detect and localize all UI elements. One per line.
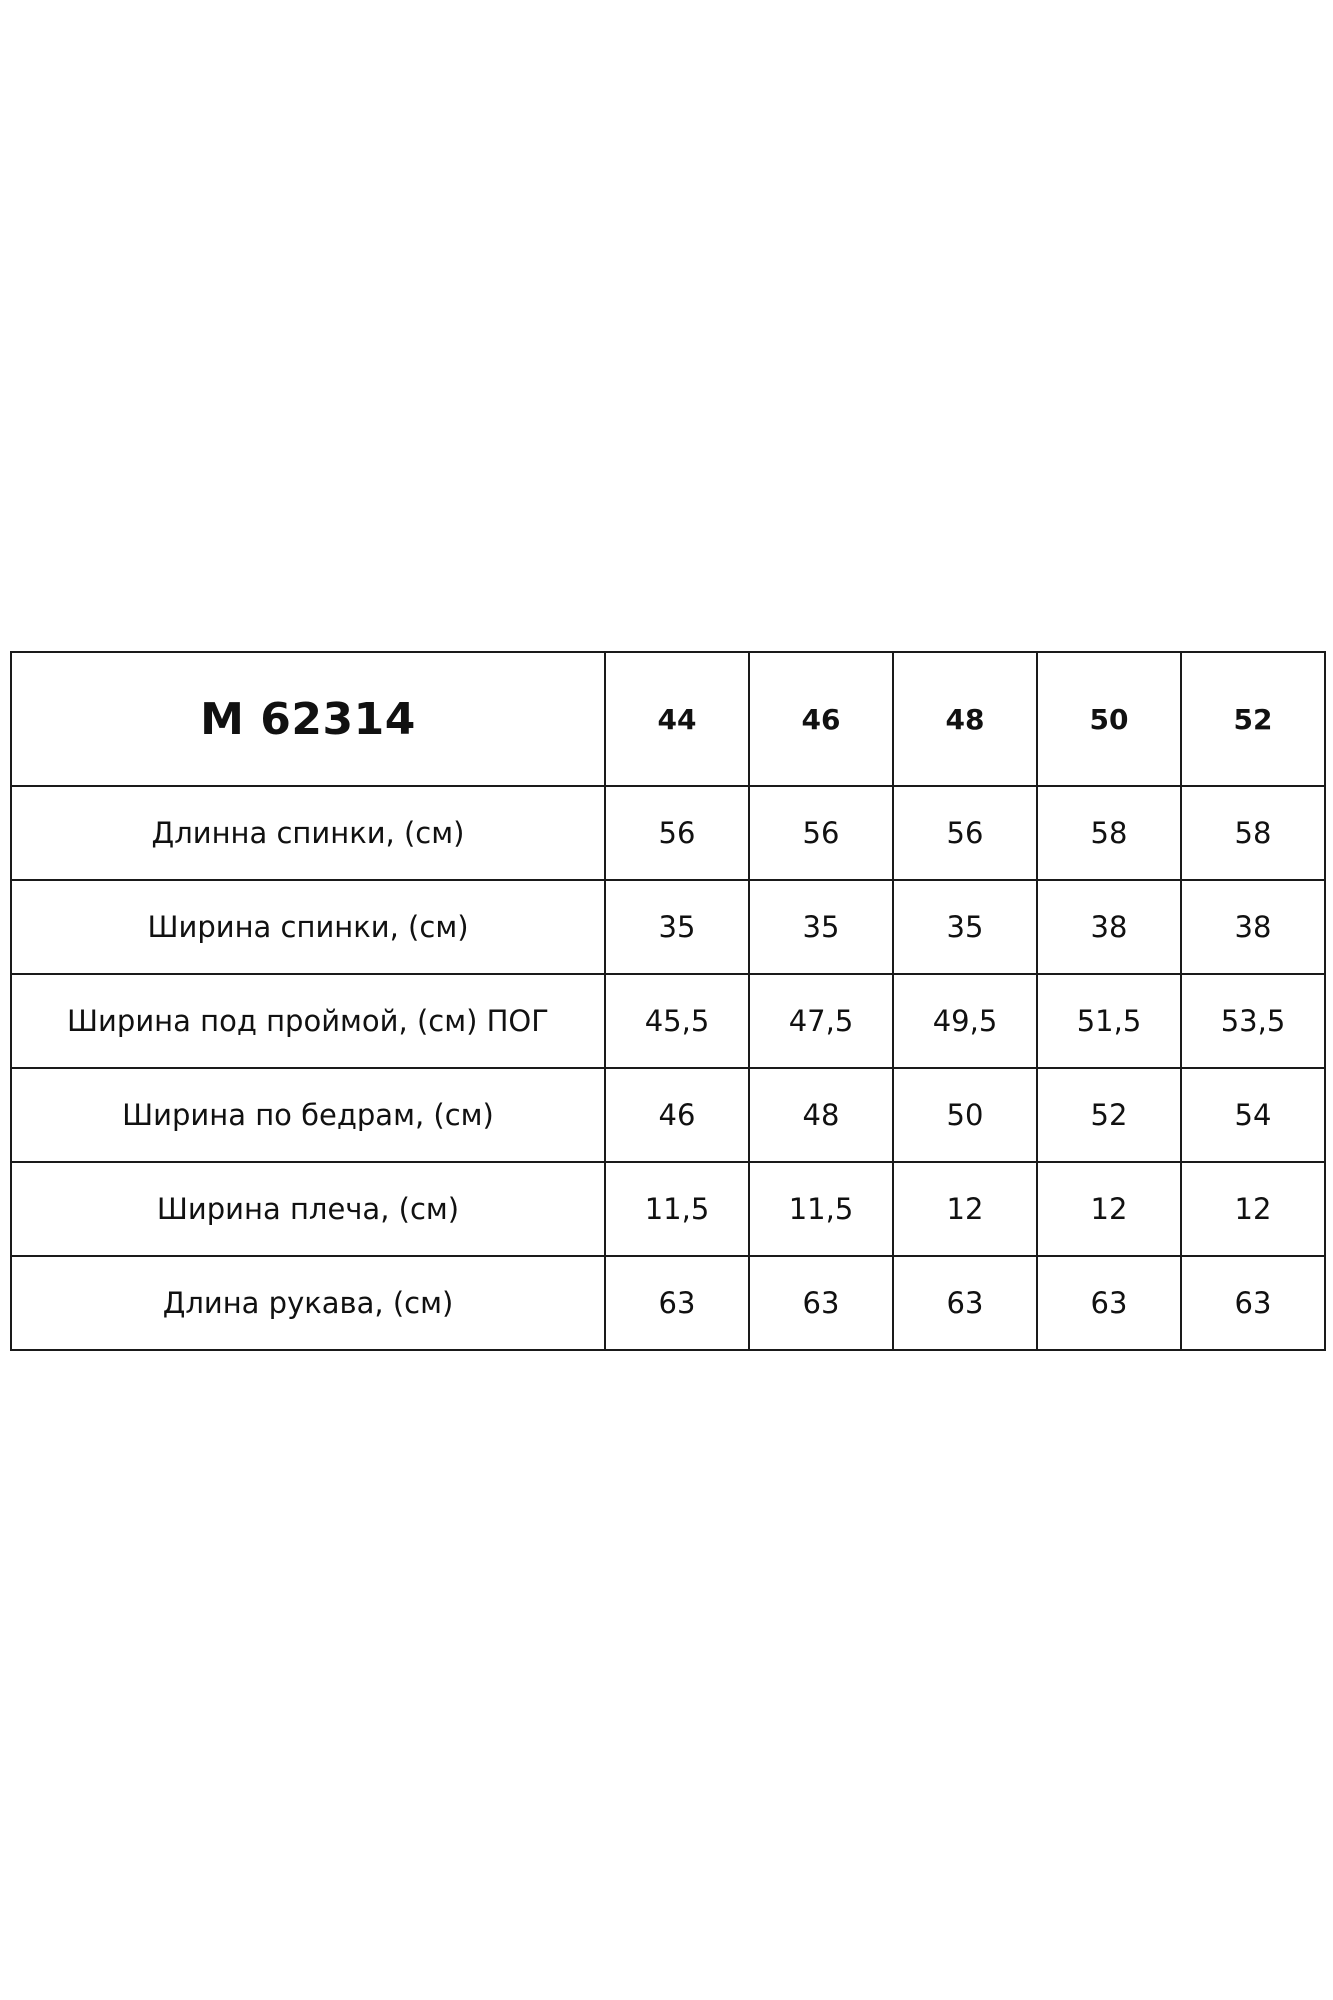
table-cell: 35	[749, 880, 893, 974]
table-cell: 12	[1181, 1162, 1325, 1256]
table-cell: 63	[1181, 1256, 1325, 1350]
table-cell: 12	[1037, 1162, 1181, 1256]
row-label: Длинна спинки, (см)	[11, 786, 605, 880]
table-cell: 48	[749, 1068, 893, 1162]
table-cell: 63	[893, 1256, 1037, 1350]
row-label: Длина рукава, (см)	[11, 1256, 605, 1350]
table-cell: 35	[605, 880, 749, 974]
table-row	[11, 1256, 1325, 1350]
table-row	[11, 880, 1325, 974]
table-cell: 49,5	[893, 974, 1037, 1068]
table-cell: 63	[605, 1256, 749, 1350]
size-header-50: 50	[1037, 652, 1181, 786]
table-cell: 35	[893, 880, 1037, 974]
table-cell: 45,5	[605, 974, 749, 1068]
table-cell: 56	[605, 786, 749, 880]
table-cell: 58	[1181, 786, 1325, 880]
table-cell: 46	[605, 1068, 749, 1162]
size-header-52: 52	[1181, 652, 1325, 786]
table-row	[11, 1068, 1325, 1162]
row-label: Ширина спинки, (см)	[11, 880, 605, 974]
size-header-46: 46	[749, 652, 893, 786]
table-cell: 38	[1037, 880, 1181, 974]
table-cell: 11,5	[605, 1162, 749, 1256]
table-cell: 47,5	[749, 974, 893, 1068]
row-label: Ширина по бедрам, (см)	[11, 1068, 605, 1162]
table-cell: 53,5	[1181, 974, 1325, 1068]
table-cell: 50	[893, 1068, 1037, 1162]
model-number: M 62314	[11, 652, 605, 786]
row-label: Ширина плеча, (см)	[11, 1162, 605, 1256]
table-cell: 11,5	[749, 1162, 893, 1256]
size-header-48: 48	[893, 652, 1037, 786]
size-chart-table	[10, 651, 1326, 1351]
row-label: Ширина под проймой, (см) ПОГ	[11, 974, 605, 1068]
table-cell: 51,5	[1037, 974, 1181, 1068]
table-cell: 38	[1181, 880, 1325, 974]
table-cell: 54	[1181, 1068, 1325, 1162]
table-row	[11, 1162, 1325, 1256]
table-row	[11, 974, 1325, 1068]
table-cell: 56	[893, 786, 1037, 880]
table-row	[11, 786, 1325, 880]
table-cell: 63	[1037, 1256, 1181, 1350]
size-header-44: 44	[605, 652, 749, 786]
size-header-row	[11, 652, 1325, 786]
table-cell: 63	[749, 1256, 893, 1350]
table-cell: 58	[1037, 786, 1181, 880]
table-cell: 12	[893, 1162, 1037, 1256]
table-cell: 52	[1037, 1068, 1181, 1162]
table-cell: 56	[749, 786, 893, 880]
